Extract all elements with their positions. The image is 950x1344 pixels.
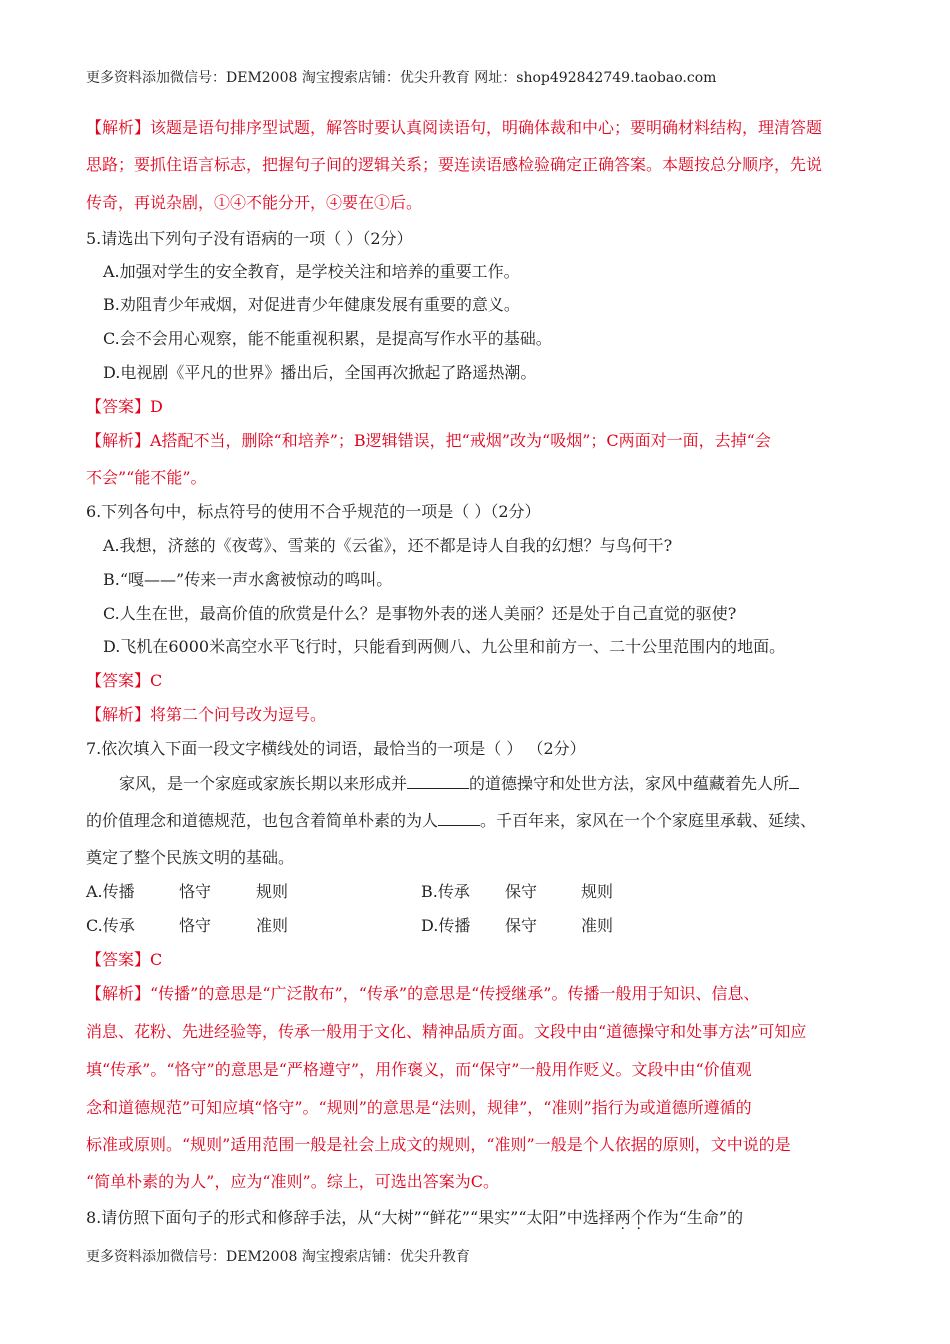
emphasis-dot-char-2: 个 xyxy=(630,1208,647,1227)
q6-option-b: B.“嘎——”传来一声水禽被惊动的鸣叫。 xyxy=(103,570,393,589)
page-footer: 更多资料添加微信号：DEM2008 淘宝搜索店铺：优尖升教育 xyxy=(86,1249,470,1265)
q8-stem: 8.请仿照下面句子的形式和修辞手法，从“大树”“鲜花”“果实”“太阳”中选择两个作为“生命”的 xyxy=(86,1208,744,1227)
q6-stem: 6.下列各句中，标点符号的使用不合乎规范的一项是（ ）（2分） xyxy=(86,502,541,521)
q7-analysis-line-1: 【解析】“传播”的意思是“广泛散布”，“传承”的意思是“传授继承”。传播一般用于知识、信息、 xyxy=(86,984,760,1003)
q7-option-a-word3: 规则 xyxy=(256,882,289,901)
q5-option-d: D.电视剧《平凡的世界》播出后，全国再次掀起了路遥热潮。 xyxy=(103,363,537,382)
page-header: 更多资料添加微信号：DEM2008 淘宝搜索店铺：优尖升教育 网址：shop492842749.taobao.com xyxy=(86,70,717,86)
q5-stem: 5.请选出下列句子没有语病的一项（ ）（2分） xyxy=(86,229,413,248)
q4-analysis-line-1: 【解析】该题是语句排序型试题，解答时要认真阅读语句，明确体裁和中心；要明确材料结构，理清答题 xyxy=(86,118,823,137)
q5-analysis-line-2: 不会”“能不能”。 xyxy=(86,468,207,487)
q7-passage-line-1: 家风，是一个家庭或家族长期以来形成并 的道德操守和处世方法，家风中蕴藏着先人所 xyxy=(119,772,799,795)
q7-option-b-word2: 保守 xyxy=(505,882,538,901)
q6-answer: 【答案】C xyxy=(86,671,163,690)
q5-answer: 【答案】D xyxy=(86,397,163,416)
q7-passage-line-2: 的价值理念和道德规范，也包含着简单朴素的为人 。千百年来，家风在一个个家庭里承载、延续、 xyxy=(86,811,817,830)
q7-option-d-letter: D.传播 xyxy=(421,916,471,935)
q7-option-a-word2: 恪守 xyxy=(179,882,212,901)
fill-blank-1 xyxy=(407,772,469,789)
q7-stem: 7.依次填入下面一段文字横线处的词语，最恰当的一项是（ ） （2分） xyxy=(86,739,586,758)
q4-analysis-line-2: 思路；要抓住语言标志，把握句子间的逻辑关系；要连读语感检验确定正确答案。本题按总分顺序，先说 xyxy=(86,155,823,174)
q6-option-c: C.人生在世，最高价值的欣赏是什么？是事物外表的迷人美丽？还是处于自己直觉的驱使? xyxy=(103,604,737,623)
q7-option-c-word2: 恪守 xyxy=(179,916,212,935)
q7-passage-line-3: 奠定了整个民族文明的基础。 xyxy=(86,848,295,867)
q5-analysis-line-1: 【解析】A搭配不当，删除“和培养”；B逻辑错误，把“戒烟”改为“吸烟”；C两面对一面，去掉“会 xyxy=(86,431,771,450)
q7-option-d-word2: 保守 xyxy=(505,916,538,935)
q5-option-a: A.加强对学生的安全教育，是学校关注和培养的重要工作。 xyxy=(103,262,520,281)
q7-answer: 【答案】C xyxy=(86,950,163,969)
q7-option-c-letter: C.传承 xyxy=(86,916,135,935)
q4-analysis-line-3: 传奇，再说杂剧，①④不能分开，④要在①后。 xyxy=(86,193,423,212)
q7-analysis-line-5: 标准或原则。“规则”适用范围一般是社会上成文的规则，“准则”一般是个人依据的原则，文中说的是 xyxy=(86,1135,791,1154)
q5-option-c: C.会不会用心观察，能不能重视积累，是提高写作水平的基础。 xyxy=(103,329,552,348)
q7-option-c-word3: 准则 xyxy=(256,916,289,935)
q7-analysis-line-3: 填“传承”。“恪守”的意思是“严格遵守”，用作褒义，而“保守”一般用作贬义。文段中由“价值观 xyxy=(86,1060,752,1079)
q7-option-a-letter: A.传播 xyxy=(86,882,135,901)
q6-analysis: 【解析】将第二个问号改为逗号。 xyxy=(86,705,327,724)
q7-option-d-word3: 准则 xyxy=(581,916,614,935)
q6-option-a: A.我想，济慈的《夜莺》、雪莱的《云雀》，还不都是诗人自我的幻想？与鸟何干? xyxy=(103,536,673,555)
q6-option-d: D.飞机在6000米高空水平飞行时，只能看到两侧八、九公里和前方一、二十公里范围内的地面。 xyxy=(103,637,786,656)
q7-analysis-line-6: “简单朴素的为人”，应为“准则”。综上，可选出答案为C。 xyxy=(86,1172,499,1191)
q7-analysis-line-2: 消息、花粉、先进经验等，传承一般用于文化、精神品质方面。文段中由“道德操守和处事方法”可知应 xyxy=(86,1022,807,1041)
q7-option-b-letter: B.传承 xyxy=(421,882,470,901)
fill-blank-2 xyxy=(789,772,799,789)
q7-option-b-word3: 规则 xyxy=(581,882,614,901)
emphasis-dot-char-1: 两 xyxy=(614,1208,631,1227)
q5-option-b: B.劝阻青少年戒烟，对促进青少年健康发展有重要的意义。 xyxy=(103,295,520,314)
fill-blank-3 xyxy=(438,809,480,826)
q7-analysis-line-4: 念和道德规范”可知应填“恪守”。“规则”的意思是“法则，规律”，“准则”指行为或道德所遵循的 xyxy=(86,1098,752,1117)
